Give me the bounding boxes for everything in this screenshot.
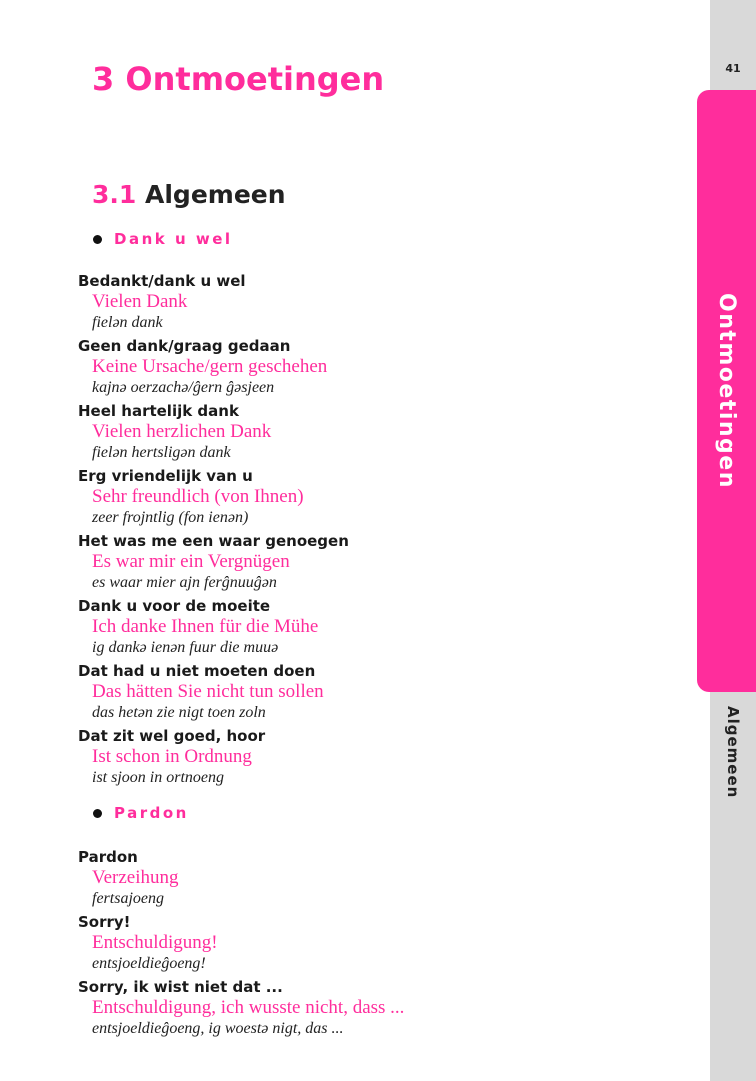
- chapter-tab-label-wrap: [697, 90, 756, 692]
- phrase-entry: [78, 726, 698, 788]
- german-phrase: Entschuldigung, ich wusste nicht, dass ...: [92, 997, 405, 1018]
- phrase-entry: [78, 847, 698, 909]
- phrase-entry: [78, 466, 698, 528]
- german-phrase: Sehr freundlich (von Ihnen): [92, 486, 304, 507]
- pronunciation: zeer frojntlig (fon ienən): [92, 509, 249, 526]
- pronunciation: entsjoeldieĝoeng, ig woestə nigt, das ...: [92, 1020, 344, 1037]
- phrase-entry: [78, 336, 698, 398]
- section-number: 3.1: [92, 180, 137, 209]
- german-phrase: Keine Ursache/gern geschehen: [92, 356, 328, 377]
- pronunciation: kajnə oerzachə/ĝern ĝəsjeen: [92, 379, 275, 396]
- page-number: 41: [725, 62, 741, 75]
- dutch-phrase: Bedankt/dank u wel: [78, 272, 246, 290]
- subheading-label: Dank u wel: [114, 230, 233, 248]
- dutch-phrase: Dat had u niet moeten doen: [78, 662, 316, 680]
- section-tab-label: Algemeen: [724, 706, 742, 799]
- subheading-pardon: [93, 804, 189, 822]
- subheading-label: Pardon: [114, 804, 189, 822]
- german-phrase: Vielen Dank: [92, 291, 188, 312]
- german-phrase: Entschuldigung!: [92, 932, 218, 953]
- subheading-dank-u-wel: [93, 230, 233, 248]
- dutch-phrase: Geen dank/graag gedaan: [78, 337, 291, 355]
- pronunciation: fielən dank: [92, 314, 163, 331]
- section-name: Algemeen: [145, 180, 286, 209]
- section-title: [92, 180, 286, 209]
- dutch-phrase: Sorry, ik wist niet dat ...: [78, 978, 283, 996]
- chapter-title: 3 Ontmoetingen: [92, 60, 385, 98]
- section-tab: [710, 706, 756, 798]
- phrase-entry: [78, 271, 698, 333]
- bullet-icon: [93, 235, 102, 244]
- phrase-entry: [78, 661, 698, 723]
- phrase-list-dank-u-wel: [78, 271, 698, 791]
- pronunciation: entsjoeldieĝoeng!: [92, 955, 206, 972]
- pronunciation: es waar mier ajn ferĝnuuĝən: [92, 574, 277, 591]
- phrase-entry: [78, 977, 698, 1039]
- german-phrase: Ich danke Ihnen für die Mühe: [92, 616, 319, 637]
- dutch-phrase: Het was me een waar genoegen: [78, 532, 349, 550]
- dutch-phrase: Pardon: [78, 848, 138, 866]
- german-phrase: Das hätten Sie nicht tun sollen: [92, 681, 324, 702]
- phrase-entry: [78, 596, 698, 658]
- pronunciation: fertsajoeng: [92, 890, 164, 907]
- dutch-phrase: Sorry!: [78, 913, 131, 931]
- phrase-entry: [78, 531, 698, 593]
- phrase-entry: [78, 912, 698, 974]
- phrase-list-pardon: [78, 847, 698, 1042]
- dutch-phrase: Dat zit wel goed, hoor: [78, 727, 266, 745]
- pronunciation: ist sjoon in ortnoeng: [92, 769, 225, 786]
- german-phrase: Ist schon in Ordnung: [92, 746, 252, 767]
- bullet-icon: [93, 809, 102, 818]
- pronunciation: fielən hertsligən dank: [92, 444, 231, 461]
- chapter-tab-label: Ontmoetingen: [714, 293, 739, 489]
- dutch-phrase: Dank u voor de moeite: [78, 597, 271, 615]
- pronunciation: ig dankə ienən fuur die muuə: [92, 639, 279, 656]
- dutch-phrase: Erg vriendelijk van u: [78, 467, 253, 485]
- german-phrase: Verzeihung: [92, 867, 179, 888]
- pronunciation: das hetən zie nigt toen zoln: [92, 704, 266, 721]
- phrase-entry: [78, 401, 698, 463]
- dutch-phrase: Heel hartelijk dank: [78, 402, 239, 420]
- german-phrase: Vielen herzlichen Dank: [92, 421, 272, 442]
- german-phrase: Es war mir ein Vergnügen: [92, 551, 290, 572]
